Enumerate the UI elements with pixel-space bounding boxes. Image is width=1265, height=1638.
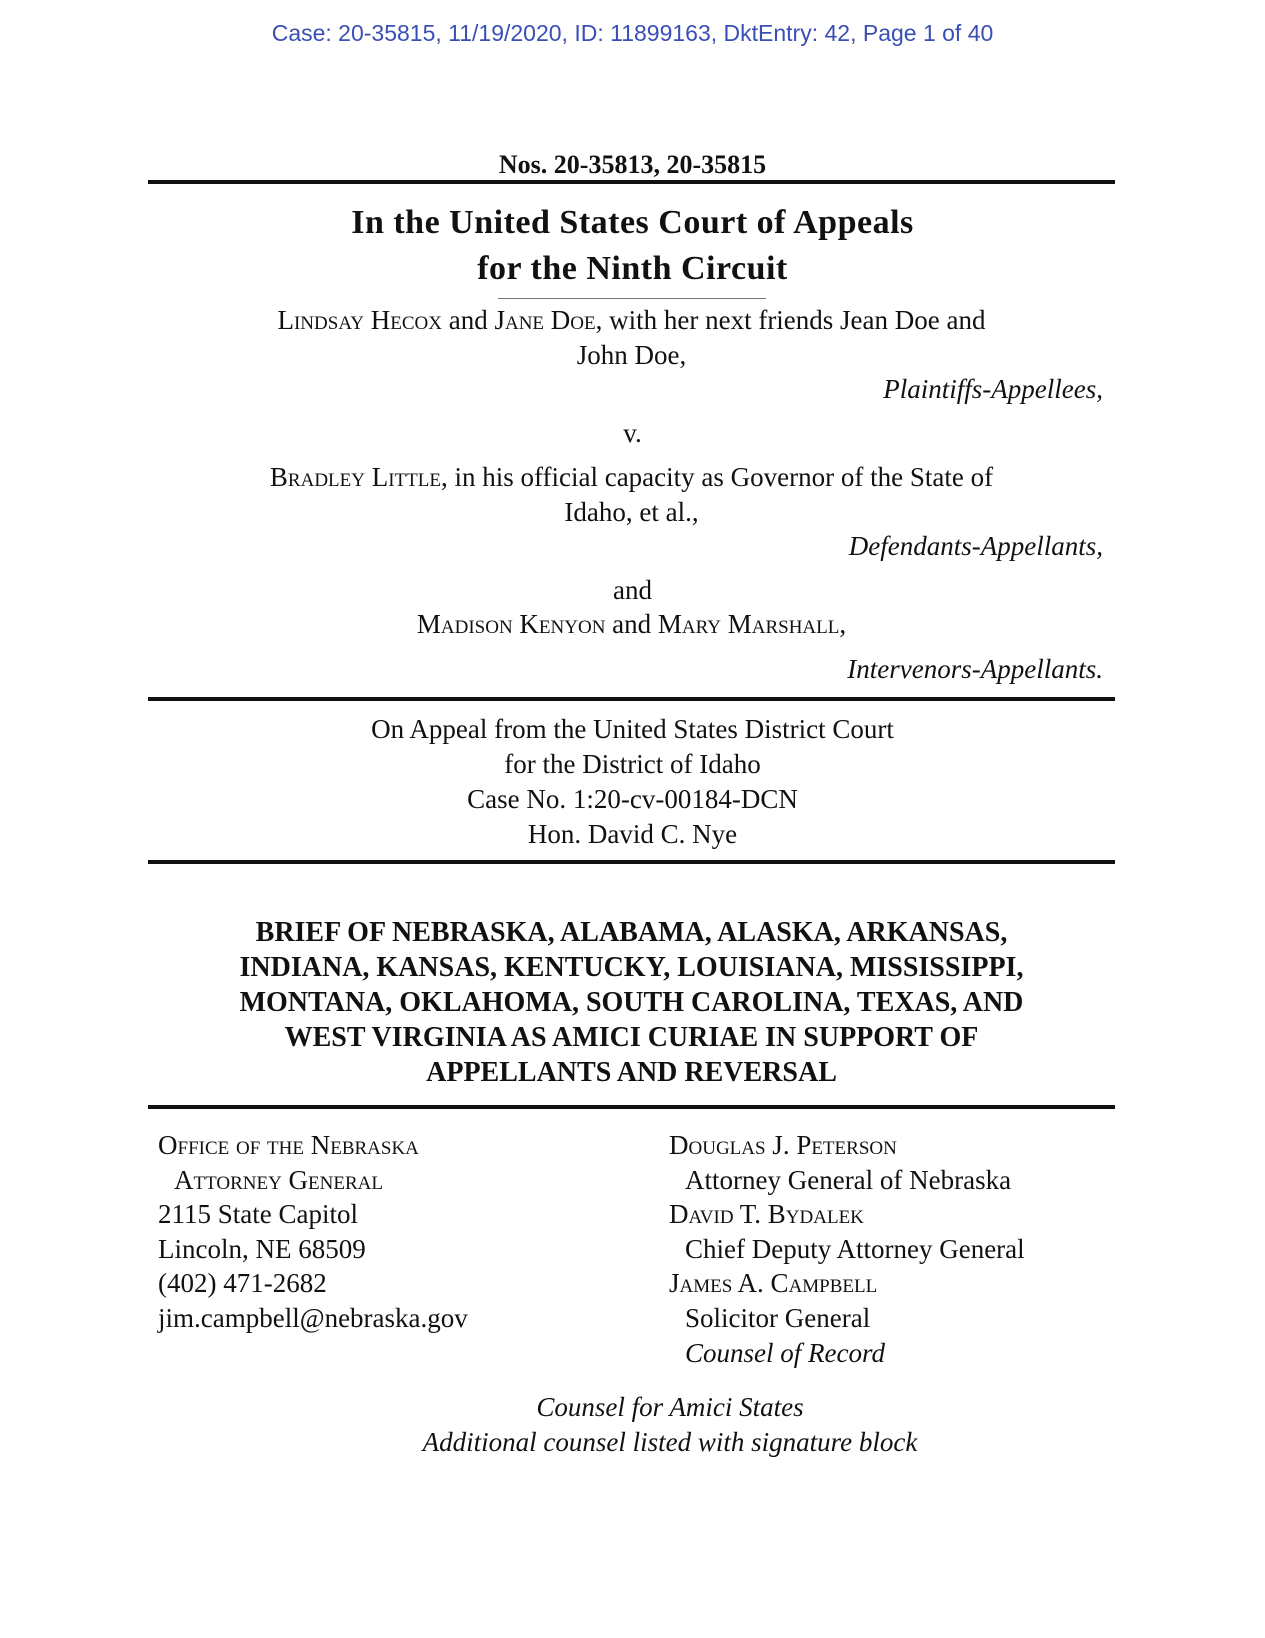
- counsel-title-bydalek: Chief Deputy Attorney General: [685, 1233, 1025, 1264]
- footer-block: [0, 1390, 1265, 1460]
- appeal-line2: for the District of Idaho: [504, 749, 761, 779]
- counsel-of-record: Counsel of Record: [685, 1337, 885, 1368]
- plaintiffs-rest: , with her next friends Jean Doe and: [595, 305, 986, 335]
- appeal-judge: Hon. David C. Nye: [527, 819, 738, 849]
- intervenors-line: [148, 607, 1115, 642]
- office-city: Lincoln, NE 68509: [158, 1233, 366, 1264]
- appeal-line1: On Appeal from the United States District Court: [371, 714, 894, 744]
- intervenors-rest: ,: [839, 609, 847, 639]
- counsel-name-bydalek: David T. Bydalek: [669, 1199, 864, 1230]
- plaintiffs-and: and: [441, 305, 495, 335]
- court-name-line2: for the Ninth Circuit: [477, 250, 788, 287]
- and-word: and: [613, 575, 652, 605]
- court-name-line1: In the United States Court of Appeals: [351, 204, 914, 241]
- divider-rule: [148, 697, 1115, 701]
- brief-title-line: MONTANA, OKLAHOMA, SOUTH CAROLINA, TEXAS, AND: [239, 987, 1024, 1018]
- court-underline: [498, 298, 766, 299]
- defendants-line2: Idaho, et al.,: [564, 497, 699, 527]
- office-name-cont: Attorney General: [174, 1164, 383, 1195]
- plaintiffs-line2: John Doe,: [576, 340, 687, 370]
- plaintiff-name-doe: Jane Doe: [494, 305, 596, 335]
- defendants-role: Defendants-Appellants,: [848, 531, 1103, 561]
- divider-rule: [148, 860, 1115, 864]
- counsel-title-peterson: Attorney General of Nebraska: [685, 1164, 1012, 1195]
- plaintiffs-block: [148, 303, 1115, 373]
- intervenor-name-marshall: Mary Marshall: [657, 609, 840, 639]
- defendants-block: [148, 460, 1115, 530]
- intervenor-name-kenyon: Madison Kenyon: [416, 609, 606, 639]
- defendants-rest: , in his official capacity as Governor of the State of: [440, 462, 994, 492]
- defendants-line1: [148, 460, 1115, 495]
- office-phone: (402) 471-2682: [158, 1268, 327, 1299]
- brief-title-line: WEST VIRGINIA AS AMICI CURIAE IN SUPPORT OF: [284, 1022, 979, 1053]
- footer-line1: Counsel for Amici States: [536, 1392, 804, 1422]
- court-name: [0, 200, 1265, 292]
- intervenors-and: and: [605, 609, 658, 639]
- appeal-case-number: Case No. 1:20-cv-00184-DCN: [467, 784, 798, 814]
- divider-rule: [148, 180, 1115, 184]
- brief-title-line: INDIANA, KANSAS, KENTUCKY, LOUISIANA, MISSISSIPPI,: [239, 952, 1024, 983]
- divider-rule: [148, 1105, 1115, 1109]
- office-street: 2115 State Capitol: [158, 1199, 358, 1230]
- versus: v.: [623, 418, 642, 448]
- brief-title-line: APPELLANTS AND REVERSAL: [426, 1057, 837, 1088]
- docket-header-stamp: Case: 20-35815, 11/19/2020, ID: 11899163, DktEntry: 42, Page 1 of 40: [271, 20, 994, 46]
- appeal-block: [0, 712, 1265, 852]
- office-name: Office of the Nebraska: [158, 1130, 419, 1160]
- counsel-block: [669, 1128, 1119, 1370]
- counsel-title-campbell: Solicitor General: [685, 1302, 871, 1333]
- case-numbers: Nos. 20-35813, 20-35815: [498, 150, 767, 179]
- office-email: jim.campbell@nebraska.gov: [158, 1302, 468, 1333]
- counsel-name-campbell: James A. Campbell: [669, 1268, 878, 1299]
- brief-title-line: BRIEF OF NEBRASKA, ALABAMA, ALASKA, ARKANSAS,: [255, 917, 1008, 948]
- plaintiffs-role: Plaintiffs-Appellees,: [883, 374, 1103, 404]
- office-address-block: [158, 1128, 618, 1336]
- intervenors-role: Intervenors-Appellants.: [847, 654, 1103, 684]
- plaintiffs-line1: [148, 303, 1115, 338]
- defendant-name: Bradley Little: [269, 462, 441, 492]
- plaintiff-name-hecox: Lindsay Hecox: [277, 305, 442, 335]
- footer-line2: Additional counsel listed with signature block: [422, 1427, 918, 1457]
- brief-title: [148, 915, 1115, 1090]
- counsel-name-peterson: Douglas J. Peterson: [669, 1130, 897, 1160]
